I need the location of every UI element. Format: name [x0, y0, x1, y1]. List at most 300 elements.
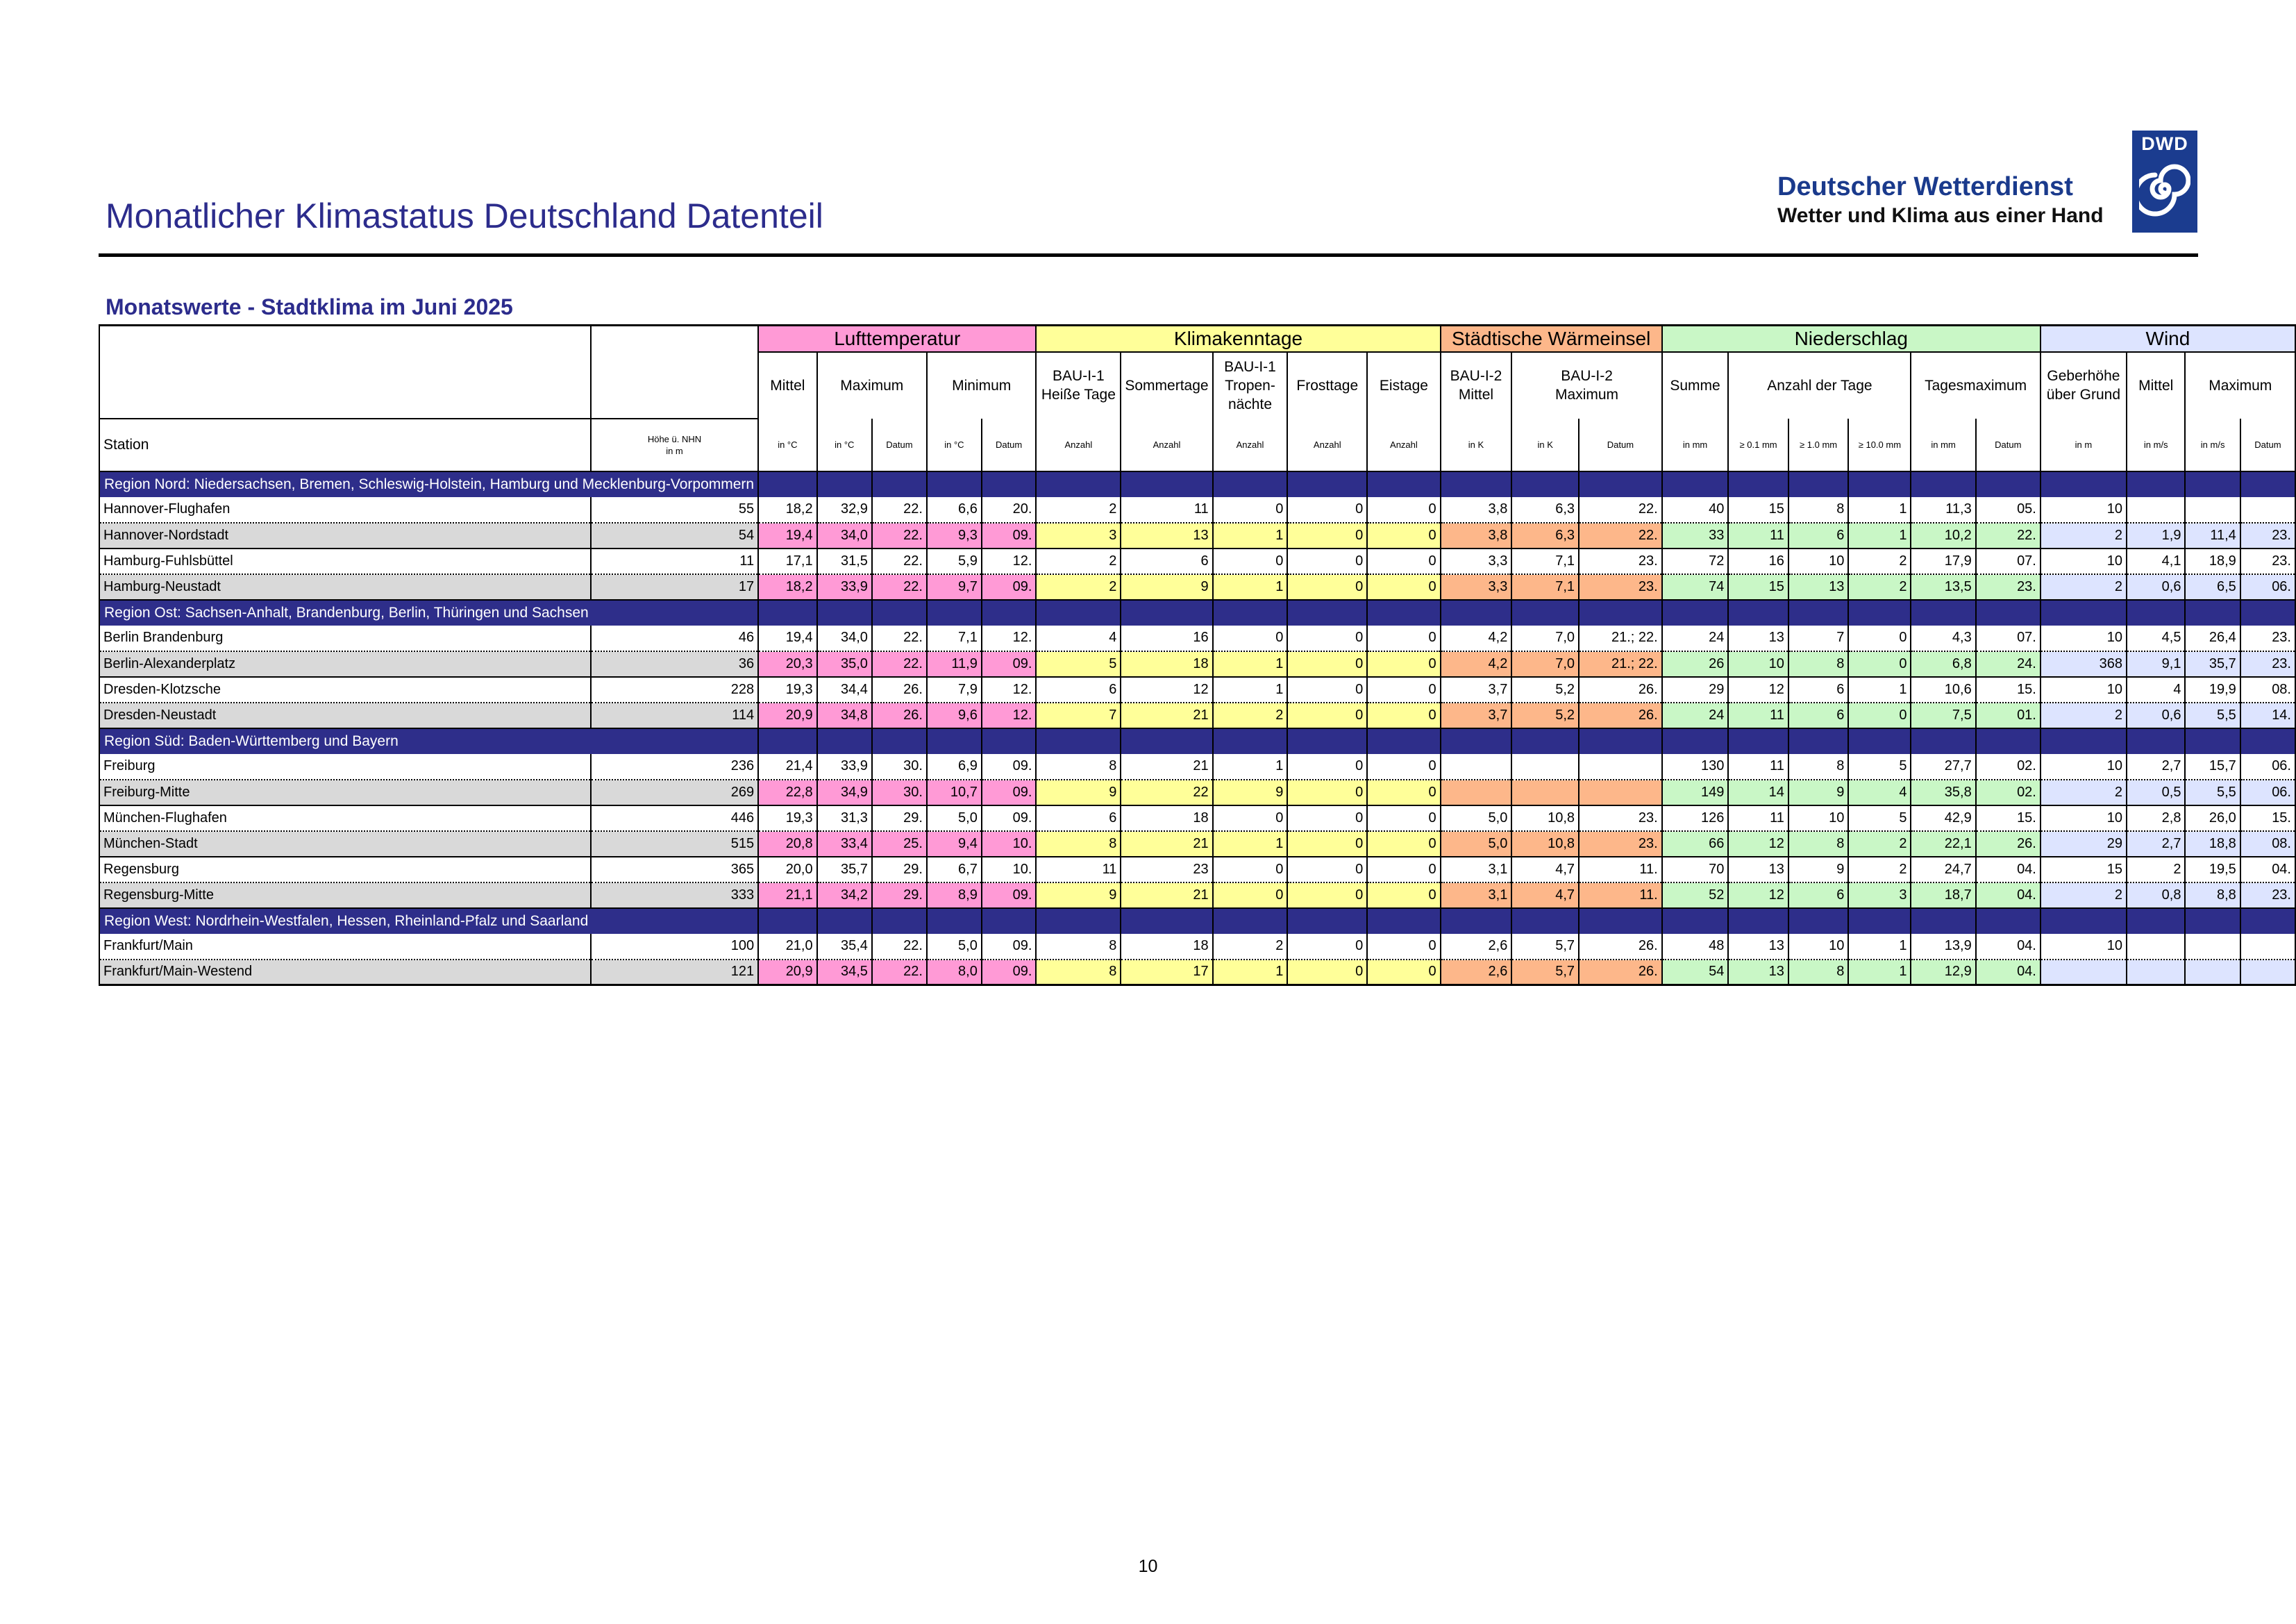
cell-fx — [2185, 934, 2240, 960]
cell-wx: 4,7 — [1511, 857, 1579, 882]
cell-rx: 12,9 — [1911, 960, 1975, 985]
cell-r10: 10 — [1788, 549, 1848, 574]
cell-tropen: 0 — [1213, 805, 1288, 831]
table-row — [99, 934, 2295, 960]
cell-fx: 35,7 — [2185, 651, 2240, 677]
cell-wxd: 23. — [1579, 831, 1662, 857]
cell-h: 515 — [591, 831, 758, 857]
region-fill — [1976, 728, 2041, 754]
cell-fx: 19,9 — [2185, 677, 2240, 703]
cell-wm: 3,7 — [1441, 677, 1512, 703]
cell-fx — [2185, 497, 2240, 523]
cell-rx: 22,1 — [1911, 831, 1975, 857]
unit-tropen: Anzahl — [1213, 419, 1288, 471]
cell-fm: 2 — [2127, 857, 2186, 882]
cell-tnd: 09. — [982, 780, 1037, 805]
cell-tnd: 10. — [982, 857, 1037, 882]
cell-rs: 74 — [1662, 574, 1729, 600]
cell-h: 100 — [591, 934, 758, 960]
cell-tnd: 09. — [982, 960, 1037, 985]
cell-eis: 0 — [1367, 934, 1440, 960]
cell-r01: 13 — [1728, 934, 1788, 960]
cell-txd: 29. — [872, 857, 927, 882]
region-fill — [2041, 600, 2127, 626]
cell-tropen: 1 — [1213, 960, 1288, 985]
unit-wx: in K — [1511, 419, 1579, 471]
cell-sommer: 21 — [1121, 703, 1212, 728]
cell-fx: 11,4 — [2185, 523, 2240, 549]
cell-fx: 5,5 — [2185, 703, 2240, 728]
cell-fxd: 23. — [2240, 651, 2295, 677]
cell-r100: 2 — [1848, 857, 1911, 882]
cell-fm: 4 — [2127, 677, 2186, 703]
cell-fxd: 15. — [2240, 805, 2295, 831]
cell-gh — [2041, 960, 2127, 985]
cell-eis: 0 — [1367, 882, 1440, 908]
table-row — [99, 651, 2295, 677]
cell-frost: 0 — [1287, 934, 1367, 960]
group-niederschlag: Niederschlag — [1662, 326, 2041, 352]
region-fill — [2127, 471, 2186, 497]
cell-gh: 10 — [2041, 626, 2127, 651]
cell-eis: 0 — [1367, 626, 1440, 651]
cell-r01: 11 — [1728, 523, 1788, 549]
cell-wxd: 21.; 22. — [1579, 651, 1662, 677]
cell-rs: 66 — [1662, 831, 1729, 857]
cell-tropen: 1 — [1213, 523, 1288, 549]
cell-tn: 11,9 — [927, 651, 982, 677]
cell-tx: 33,9 — [817, 754, 872, 780]
region-fill — [817, 600, 872, 626]
cell-station: Frankfurt/Main — [99, 934, 591, 960]
cell-wxd: 26. — [1579, 677, 1662, 703]
cell-h: 46 — [591, 626, 758, 651]
region-fill — [758, 728, 817, 754]
cell-wx: 5,2 — [1511, 703, 1579, 728]
sub-frosttage: Frosttage — [1287, 352, 1367, 419]
table-row — [99, 549, 2295, 574]
cell-gh: 2 — [2041, 882, 2127, 908]
cell-fx: 5,5 — [2185, 780, 2240, 805]
cell-rxd: 07. — [1976, 549, 2041, 574]
region-fill — [1788, 908, 1848, 934]
cell-rx: 10,6 — [1911, 677, 1975, 703]
unit-wm: in K — [1441, 419, 1512, 471]
sub-geberhoehe: Geberhöhe über Grund — [2041, 352, 2127, 419]
region-row — [99, 471, 2295, 497]
cell-tropen: 0 — [1213, 549, 1288, 574]
cell-wx — [1511, 780, 1579, 805]
unit-fx: in m/s — [2185, 419, 2240, 471]
region-fill — [1287, 908, 1367, 934]
cell-rx: 27,7 — [1911, 754, 1975, 780]
cell-tnd: 09. — [982, 523, 1037, 549]
cell-station: Freiburg — [99, 754, 591, 780]
group-lufttemperatur: Lufttemperatur — [758, 326, 1036, 352]
cell-heiss: 9 — [1036, 882, 1121, 908]
cell-tm: 21,1 — [758, 882, 817, 908]
cell-sommer: 11 — [1121, 497, 1212, 523]
cell-rxd: 01. — [1976, 703, 2041, 728]
cell-h: 17 — [591, 574, 758, 600]
cell-r01: 11 — [1728, 754, 1788, 780]
cell-tropen: 0 — [1213, 882, 1288, 908]
cell-r100: 5 — [1848, 754, 1911, 780]
cell-r01: 13 — [1728, 960, 1788, 985]
cell-gh: 2 — [2041, 703, 2127, 728]
region-fill — [1121, 908, 1212, 934]
cell-tm: 21,4 — [758, 754, 817, 780]
cell-tn: 5,9 — [927, 549, 982, 574]
cell-tnd: 12. — [982, 677, 1037, 703]
region-fill — [1213, 908, 1288, 934]
region-fill — [1788, 600, 1848, 626]
group-klimakenntage: Klimakenntage — [1036, 326, 1440, 352]
cell-tnd: 20. — [982, 497, 1037, 523]
cell-fx: 26,0 — [2185, 805, 2240, 831]
sub-mittel: Mittel — [758, 352, 817, 419]
sub-tagesmaximum: Tagesmaximum — [1911, 352, 2040, 419]
cell-r10: 6 — [1788, 677, 1848, 703]
cell-h: 365 — [591, 857, 758, 882]
cell-rxd: 07. — [1976, 626, 2041, 651]
cell-txd: 26. — [872, 677, 927, 703]
cell-wx: 5,2 — [1511, 677, 1579, 703]
unit-tnd: Datum — [982, 419, 1037, 471]
cell-rx: 10,2 — [1911, 523, 1975, 549]
cell-wm: 3,3 — [1441, 549, 1512, 574]
cell-gh: 10 — [2041, 677, 2127, 703]
cell-rx: 35,8 — [1911, 780, 1975, 805]
cell-rs: 52 — [1662, 882, 1729, 908]
region-fill — [1036, 728, 1121, 754]
cell-tm: 18,2 — [758, 574, 817, 600]
cell-station: Hamburg-Fuhlsbüttel — [99, 549, 591, 574]
region-fill — [1579, 600, 1662, 626]
cell-rxd: 15. — [1976, 677, 2041, 703]
region-fill — [872, 600, 927, 626]
cell-tn: 6,7 — [927, 857, 982, 882]
cell-frost: 0 — [1287, 831, 1367, 857]
cell-fx: 18,8 — [2185, 831, 2240, 857]
region-fill — [1848, 600, 1911, 626]
cell-fxd: 06. — [2240, 574, 2295, 600]
region-fill — [1121, 471, 1212, 497]
region-fill — [1213, 728, 1288, 754]
cell-tx: 34,9 — [817, 780, 872, 805]
cell-txd: 22. — [872, 574, 927, 600]
unit-tx: in °C — [817, 419, 872, 471]
cell-station: Hamburg-Neustadt — [99, 574, 591, 600]
cell-frost: 0 — [1287, 754, 1367, 780]
cell-r10: 8 — [1788, 960, 1848, 985]
cell-gh: 10 — [2041, 549, 2127, 574]
cell-rx: 13,9 — [1911, 934, 1975, 960]
cell-gh: 15 — [2041, 857, 2127, 882]
region-fill — [1662, 471, 1729, 497]
cell-r10: 8 — [1788, 754, 1848, 780]
cell-sommer: 16 — [1121, 626, 1212, 651]
region-fill — [1728, 728, 1788, 754]
cell-gh: 2 — [2041, 780, 2127, 805]
region-fill — [1213, 471, 1288, 497]
cell-heiss: 6 — [1036, 677, 1121, 703]
group-header-row — [99, 326, 2295, 352]
cell-rx: 4,3 — [1911, 626, 1975, 651]
region-fill — [1036, 908, 1121, 934]
cell-txd: 22. — [872, 523, 927, 549]
cell-tnd: 12. — [982, 703, 1037, 728]
region-label: Region Süd: Baden-Württemberg und Bayern — [99, 728, 758, 754]
cell-sommer: 22 — [1121, 780, 1212, 805]
cell-tx: 31,3 — [817, 805, 872, 831]
cell-tx: 32,9 — [817, 497, 872, 523]
cell-gh: 10 — [2041, 805, 2127, 831]
cell-frost: 0 — [1287, 497, 1367, 523]
cell-wm — [1441, 754, 1512, 780]
cell-fx: 6,5 — [2185, 574, 2240, 600]
cell-fm: 0,8 — [2127, 882, 2186, 908]
cell-wm: 2,6 — [1441, 934, 1512, 960]
cell-heiss: 9 — [1036, 780, 1121, 805]
cell-txd: 29. — [872, 882, 927, 908]
cell-rx: 11,3 — [1911, 497, 1975, 523]
unit-hoehe: Höhe ü. NHN in m — [591, 419, 758, 471]
cell-heiss: 8 — [1036, 934, 1121, 960]
group-wind: Wind — [2041, 326, 2295, 352]
cell-tn: 7,9 — [927, 677, 982, 703]
unit-r10: ≥ 1.0 mm — [1788, 419, 1848, 471]
region-fill — [1441, 471, 1512, 497]
climate-table — [99, 324, 2296, 986]
region-fill — [1788, 728, 1848, 754]
cell-fx: 18,9 — [2185, 549, 2240, 574]
cell-r01: 11 — [1728, 805, 1788, 831]
region-fill — [1848, 728, 1911, 754]
region-fill — [927, 728, 982, 754]
cell-sommer: 13 — [1121, 523, 1212, 549]
cell-wxd: 11. — [1579, 882, 1662, 908]
cell-wx: 6,3 — [1511, 523, 1579, 549]
region-fill — [2041, 908, 2127, 934]
cell-h: 11 — [591, 549, 758, 574]
cell-txd: 22. — [872, 497, 927, 523]
region-fill — [1213, 600, 1288, 626]
cell-r10: 9 — [1788, 780, 1848, 805]
region-fill — [2185, 728, 2240, 754]
cell-r100: 4 — [1848, 780, 1911, 805]
region-fill — [758, 600, 817, 626]
cell-station: Regensburg — [99, 857, 591, 882]
cell-station: Berlin Brandenburg — [99, 626, 591, 651]
cell-tn: 9,4 — [927, 831, 982, 857]
region-fill — [1441, 908, 1512, 934]
cell-frost: 0 — [1287, 677, 1367, 703]
cell-tx: 35,4 — [817, 934, 872, 960]
cell-wm: 3,1 — [1441, 882, 1512, 908]
region-fill — [1579, 908, 1662, 934]
cell-h: 236 — [591, 754, 758, 780]
cell-eis: 0 — [1367, 831, 1440, 857]
cell-fm: 9,1 — [2127, 651, 2186, 677]
cell-tm: 18,2 — [758, 497, 817, 523]
cell-r100: 5 — [1848, 805, 1911, 831]
unit-rx: in mm — [1911, 419, 1975, 471]
cell-tropen: 1 — [1213, 574, 1288, 600]
unit-r01: ≥ 0.1 mm — [1728, 419, 1788, 471]
cell-gh: 10 — [2041, 934, 2127, 960]
cell-fxd: 08. — [2240, 831, 2295, 857]
region-fill — [2240, 600, 2295, 626]
cell-station: München-Flughafen — [99, 805, 591, 831]
cell-r01: 14 — [1728, 780, 1788, 805]
region-fill — [817, 728, 872, 754]
cell-fm: 0,6 — [2127, 574, 2186, 600]
cell-eis: 0 — [1367, 857, 1440, 882]
cell-wx: 6,3 — [1511, 497, 1579, 523]
region-fill — [2240, 471, 2295, 497]
cell-wm: 3,1 — [1441, 857, 1512, 882]
cell-frost: 0 — [1287, 703, 1367, 728]
sub-heisse-tage: BAU-I-1 Heiße Tage — [1036, 352, 1121, 419]
cell-wxd: 22. — [1579, 497, 1662, 523]
cell-tropen: 1 — [1213, 831, 1288, 857]
region-fill — [1662, 600, 1729, 626]
region-fill — [2127, 600, 2186, 626]
cell-h: 36 — [591, 651, 758, 677]
cell-rxd: 15. — [1976, 805, 2041, 831]
cell-tx: 34,5 — [817, 960, 872, 985]
unit-r100: ≥ 10.0 mm — [1848, 419, 1911, 471]
region-fill — [1728, 908, 1788, 934]
table-row — [99, 626, 2295, 651]
cell-txd: 29. — [872, 805, 927, 831]
page-number: 10 — [1138, 1557, 1158, 1576]
region-fill — [982, 471, 1037, 497]
cell-rs: 54 — [1662, 960, 1729, 985]
region-fill — [1911, 600, 1975, 626]
cell-tnd: 10. — [982, 831, 1037, 857]
station-label: Station — [99, 419, 591, 471]
table-row — [99, 857, 2295, 882]
unit-sommer: Anzahl — [1121, 419, 1212, 471]
cell-fxd — [2240, 497, 2295, 523]
unit-gh: in m — [2041, 419, 2127, 471]
cell-rs: 126 — [1662, 805, 1729, 831]
cell-gh: 29 — [2041, 831, 2127, 857]
cell-tn: 6,9 — [927, 754, 982, 780]
cell-fx — [2185, 960, 2240, 985]
cell-r01: 12 — [1728, 831, 1788, 857]
cell-tn: 9,6 — [927, 703, 982, 728]
cell-station: Frankfurt/Main-Westend — [99, 960, 591, 985]
table-row — [99, 497, 2295, 523]
cell-wx: 10,8 — [1511, 831, 1579, 857]
region-fill — [1848, 908, 1911, 934]
cell-station: Regensburg-Mitte — [99, 882, 591, 908]
cell-rxd: 02. — [1976, 754, 2041, 780]
cell-tn: 8,0 — [927, 960, 982, 985]
cell-gh: 368 — [2041, 651, 2127, 677]
cell-fxd: 04. — [2240, 857, 2295, 882]
unit-tm: in °C — [758, 419, 817, 471]
cell-fxd: 23. — [2240, 882, 2295, 908]
cell-wm: 4,2 — [1441, 651, 1512, 677]
region-fill — [1511, 908, 1579, 934]
region-fill — [872, 471, 927, 497]
cell-rs: 33 — [1662, 523, 1729, 549]
cell-rs: 26 — [1662, 651, 1729, 677]
cell-tropen: 2 — [1213, 934, 1288, 960]
cell-h: 55 — [591, 497, 758, 523]
cell-r10: 6 — [1788, 703, 1848, 728]
table-row — [99, 754, 2295, 780]
cell-wxd: 11. — [1579, 857, 1662, 882]
cell-rx: 42,9 — [1911, 805, 1975, 831]
cell-tropen: 1 — [1213, 754, 1288, 780]
region-fill — [1287, 471, 1367, 497]
cell-rx: 24,7 — [1911, 857, 1975, 882]
cell-rx: 6,8 — [1911, 651, 1975, 677]
region-fill — [1848, 471, 1911, 497]
cell-tn: 9,7 — [927, 574, 982, 600]
cell-eis: 0 — [1367, 523, 1440, 549]
cell-h: 121 — [591, 960, 758, 985]
region-fill — [1728, 600, 1788, 626]
sub-bau2-mittel: BAU-I-2 Mittel — [1441, 352, 1512, 419]
cell-fm: 2,7 — [2127, 754, 2186, 780]
cell-tn: 9,3 — [927, 523, 982, 549]
unit-row — [99, 419, 2295, 471]
cell-r10: 6 — [1788, 523, 1848, 549]
cell-h: 269 — [591, 780, 758, 805]
cell-rs: 24 — [1662, 626, 1729, 651]
cell-txd: 22. — [872, 549, 927, 574]
region-fill — [2240, 908, 2295, 934]
region-fill — [927, 471, 982, 497]
cell-heiss: 7 — [1036, 703, 1121, 728]
cell-heiss: 8 — [1036, 831, 1121, 857]
table-row — [99, 805, 2295, 831]
region-fill — [1511, 728, 1579, 754]
unit-wxd: Datum — [1579, 419, 1662, 471]
sub-minimum: Minimum — [927, 352, 1036, 419]
region-fill — [2041, 728, 2127, 754]
region-fill — [1788, 471, 1848, 497]
region-fill — [982, 600, 1037, 626]
logo-abbr: DWD — [2141, 133, 2188, 154]
cell-txd: 22. — [872, 960, 927, 985]
cell-gh: 10 — [2041, 497, 2127, 523]
cell-heiss: 3 — [1036, 523, 1121, 549]
table-row — [99, 703, 2295, 728]
cell-eis: 0 — [1367, 497, 1440, 523]
sub-maximum: Maximum — [817, 352, 927, 419]
cell-wm: 5,0 — [1441, 805, 1512, 831]
cell-fm: 2,8 — [2127, 805, 2186, 831]
cell-gh: 2 — [2041, 523, 2127, 549]
cell-tropen: 0 — [1213, 497, 1288, 523]
cell-rs: 72 — [1662, 549, 1729, 574]
cell-r01: 15 — [1728, 497, 1788, 523]
cell-wxd: 21.; 22. — [1579, 626, 1662, 651]
region-fill — [1579, 728, 1662, 754]
cell-wm — [1441, 780, 1512, 805]
cell-tnd: 09. — [982, 651, 1037, 677]
cell-tn: 5,0 — [927, 805, 982, 831]
cell-heiss: 2 — [1036, 574, 1121, 600]
region-fill — [1976, 600, 2041, 626]
